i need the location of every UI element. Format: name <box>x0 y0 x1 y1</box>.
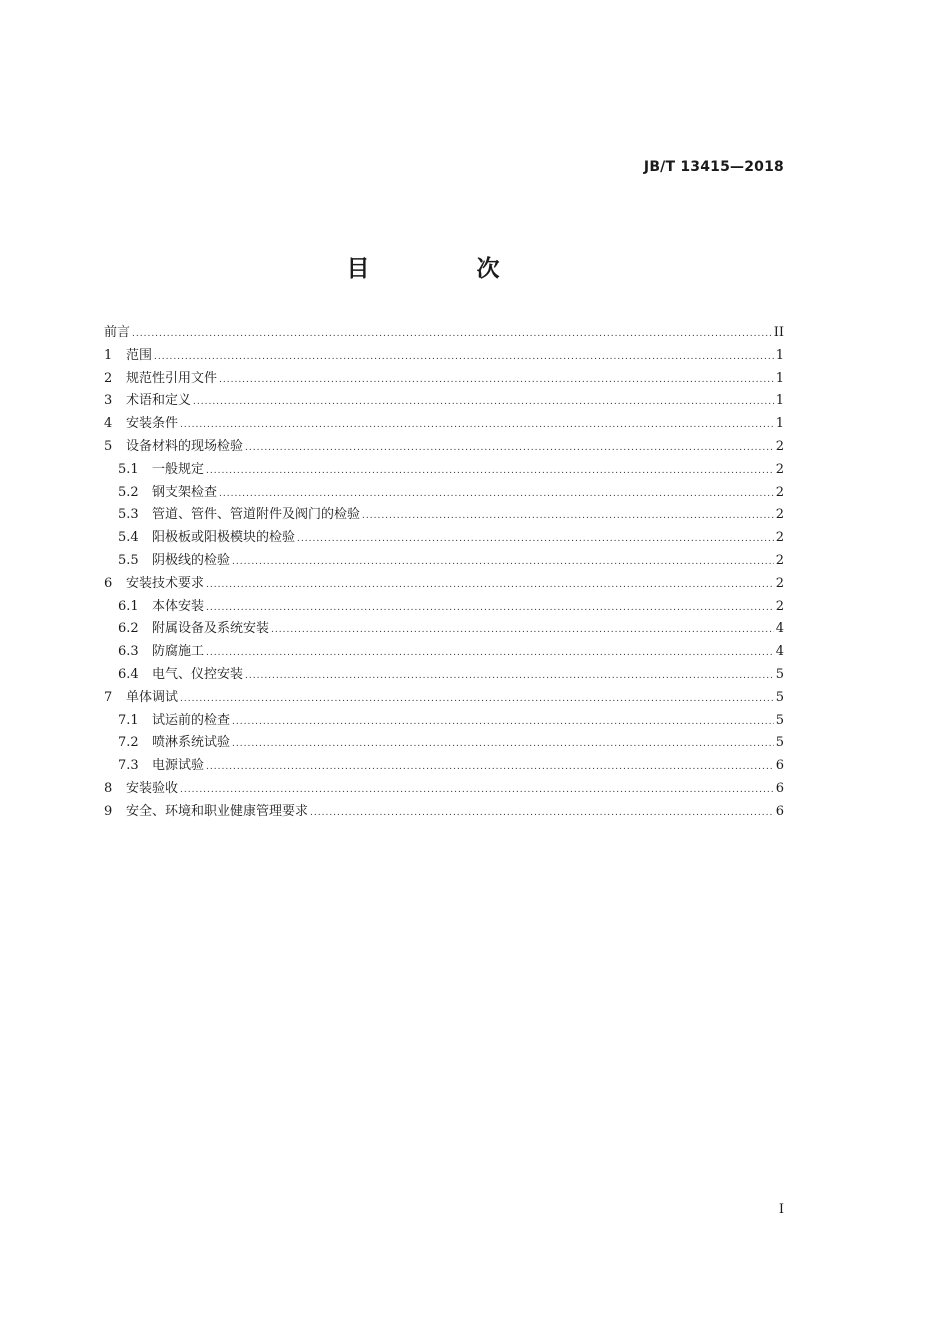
toc-entry[interactable] <box>104 618 784 641</box>
toc-leader-dots <box>232 711 774 734</box>
table-of-contents <box>104 322 784 824</box>
toc-entry-title: 术语和定义 <box>126 393 192 409</box>
toc-leader-dots <box>297 528 774 551</box>
toc-entry[interactable] <box>104 778 784 801</box>
toc-entry-page: 5 <box>775 666 784 682</box>
toc-entry[interactable] <box>104 755 784 778</box>
toc-leader-dots <box>219 483 774 506</box>
toc-entry-page: 5 <box>775 689 784 705</box>
toc-entry-page: 2 <box>775 438 784 454</box>
toc-leader-dots <box>154 346 774 369</box>
toc-entry-number: 3 <box>104 393 113 409</box>
toc-entry-number: 7 <box>104 689 113 705</box>
toc-entry-title: 安装技术要求 <box>126 575 205 591</box>
toc-entry-page: 1 <box>775 393 784 409</box>
toc-entry-number: 6.1 <box>118 598 139 614</box>
toc-entry-title: 防腐施工 <box>152 644 205 660</box>
toc-entry-page: 6 <box>775 758 784 774</box>
toc-entry[interactable] <box>104 550 784 573</box>
toc-entry[interactable] <box>104 322 784 345</box>
toc-entry[interactable] <box>104 413 784 436</box>
toc-entry-title: 安全、环境和职业健康管理要求 <box>126 803 309 819</box>
toc-entry-page: 1 <box>775 347 784 363</box>
toc-entry-title: 安装条件 <box>126 416 179 432</box>
toc-entry-title: 电气、仪控安装 <box>152 666 244 682</box>
toc-leader-dots <box>206 642 774 665</box>
toc-entry-page: 2 <box>775 552 784 568</box>
toc-leader-dots <box>206 460 774 483</box>
toc-entry[interactable] <box>104 573 784 596</box>
toc-entry-number: 5 <box>104 438 113 454</box>
page-title: 目 次 <box>346 256 542 282</box>
toc-entry-page: 6 <box>775 780 784 796</box>
toc-entry-title: 附属设备及系统安装 <box>152 621 270 637</box>
toc-entry-title: 试运前的检查 <box>152 712 231 728</box>
toc-entry-title: 一般规定 <box>152 461 205 477</box>
toc-entry-page: 2 <box>775 484 784 500</box>
toc-entry-title: 安装验收 <box>126 780 179 796</box>
toc-entry-page: 5 <box>775 735 784 751</box>
toc-entry-page: II <box>773 325 784 340</box>
toc-entry[interactable] <box>104 345 784 368</box>
toc-entry-page: 2 <box>775 461 784 477</box>
toc-entry-page: 2 <box>775 507 784 523</box>
toc-leader-dots <box>193 391 774 414</box>
toc-leader-dots <box>245 665 774 688</box>
toc-entry-number: 8 <box>104 780 113 796</box>
toc-entry-number: 6.2 <box>118 621 139 637</box>
toc-entry-page: 4 <box>775 644 784 660</box>
toc-entry-title: 阳极板或阳极模块的检验 <box>152 530 296 546</box>
toc-entry-number: 4 <box>104 416 113 432</box>
toc-entry-title: 管道、管件、管道附件及阀门的检验 <box>152 507 361 523</box>
toc-entry-number: 5.2 <box>118 484 139 500</box>
toc-leader-dots <box>180 779 774 802</box>
toc-entry-number: 5.1 <box>118 461 139 477</box>
toc-entry-title: 阴极线的检验 <box>152 552 231 568</box>
toc-entry-title: 钢支架检查 <box>152 484 218 500</box>
toc-entry-page: 5 <box>775 712 784 728</box>
toc-leader-dots <box>132 323 772 346</box>
toc-entry[interactable] <box>104 527 784 550</box>
toc-entry-page: 2 <box>775 530 784 546</box>
toc-leader-dots <box>180 688 774 711</box>
toc-entry-number: 9 <box>104 803 113 819</box>
toc-entry-title: 设备材料的现场检验 <box>126 438 244 454</box>
toc-entry-number: 5.5 <box>118 552 139 568</box>
toc-entry-number: 5.3 <box>118 507 139 523</box>
toc-leader-dots <box>362 505 774 528</box>
toc-leader-dots <box>245 437 774 460</box>
page-number: I <box>778 1202 784 1217</box>
toc-entry-number: 5.4 <box>118 530 139 546</box>
toc-entry[interactable] <box>104 596 784 619</box>
toc-entry-title: 单体调试 <box>126 689 179 705</box>
toc-entry-number: 7.3 <box>118 758 139 774</box>
toc-entry[interactable] <box>104 732 784 755</box>
toc-leader-dots <box>206 597 774 620</box>
toc-entry[interactable] <box>104 390 784 413</box>
toc-entry-page: 1 <box>775 370 784 386</box>
toc-leader-dots <box>271 619 774 642</box>
toc-entry-title: 本体安装 <box>152 598 205 614</box>
toc-entry[interactable] <box>104 436 784 459</box>
toc-entry-number: 2 <box>104 370 113 386</box>
toc-entry[interactable] <box>104 459 784 482</box>
toc-entry[interactable] <box>104 710 784 733</box>
toc-entry[interactable] <box>104 641 784 664</box>
toc-entry[interactable] <box>104 687 784 710</box>
toc-leader-dots <box>219 369 774 392</box>
toc-entry-title: 电源试验 <box>152 758 205 774</box>
toc-entry-title: 前言 <box>104 325 131 340</box>
toc-leader-dots <box>180 414 774 437</box>
toc-leader-dots <box>232 551 774 574</box>
toc-entry[interactable] <box>104 482 784 505</box>
toc-entry-number: 7.2 <box>118 735 139 751</box>
toc-entry-page: 2 <box>775 598 784 614</box>
toc-leader-dots <box>310 802 774 825</box>
toc-entry-page: 6 <box>775 803 784 819</box>
toc-entry[interactable] <box>104 801 784 824</box>
standard-code: JB/T 13415—2018 <box>643 159 784 175</box>
toc-entry-page: 4 <box>775 621 784 637</box>
toc-entry-number: 6 <box>104 575 113 591</box>
toc-entry-number: 6.3 <box>118 644 139 660</box>
toc-entry-title: 范围 <box>126 347 153 363</box>
toc-entry-title: 喷淋系统试验 <box>152 735 231 751</box>
toc-leader-dots <box>206 574 774 597</box>
toc-entry-number: 1 <box>104 347 113 363</box>
toc-entry-page: 2 <box>775 575 784 591</box>
toc-entry-page: 1 <box>775 416 784 432</box>
toc-entry-number: 7.1 <box>118 712 139 728</box>
toc-leader-dots <box>232 733 774 756</box>
toc-entry[interactable] <box>104 368 784 391</box>
toc-entry-title: 规范性引用文件 <box>126 370 218 386</box>
toc-entry[interactable] <box>104 664 784 687</box>
toc-entry-number: 6.4 <box>118 666 139 682</box>
toc-entry[interactable] <box>104 504 784 527</box>
toc-leader-dots <box>206 756 774 779</box>
